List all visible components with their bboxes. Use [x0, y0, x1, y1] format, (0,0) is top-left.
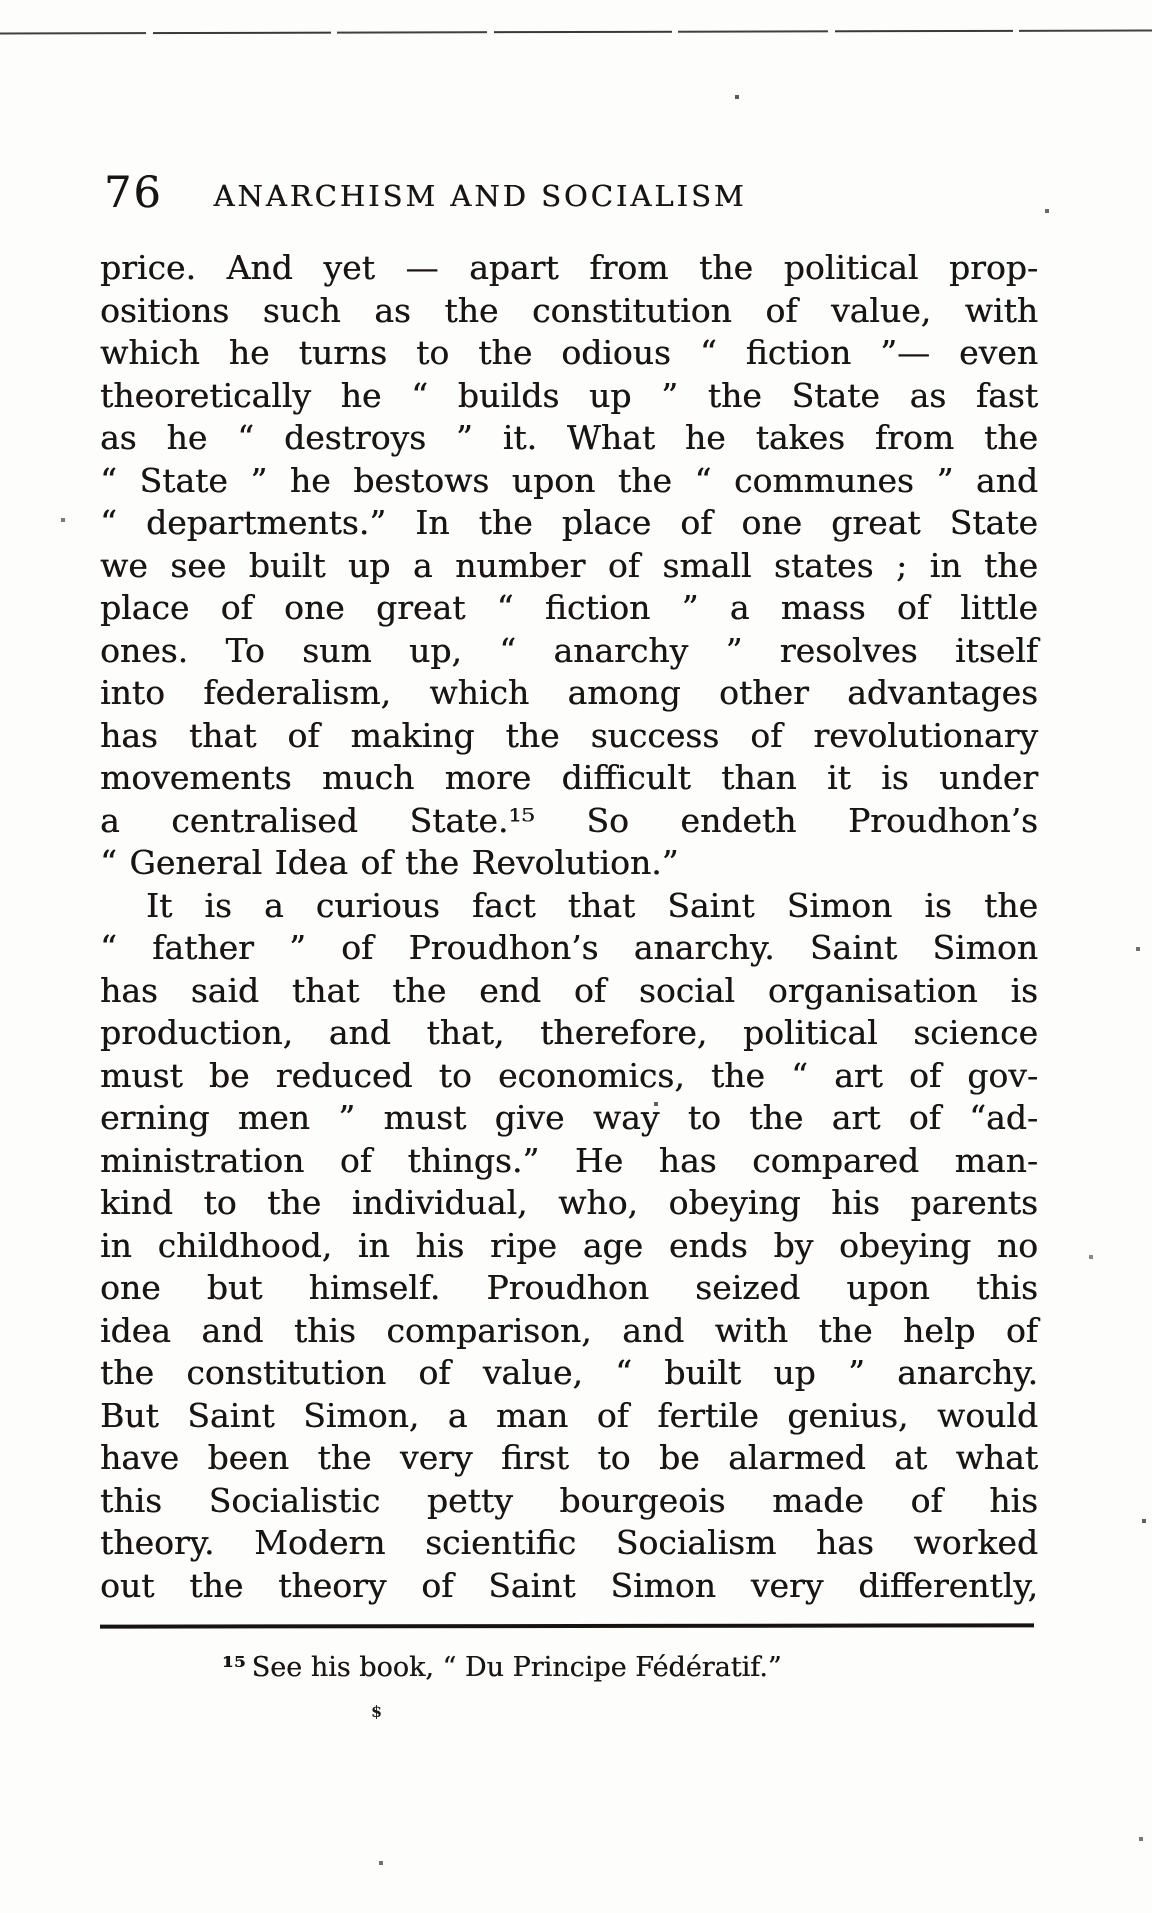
text-line: out the theory of Saint Simon very differently, [100, 1565, 1038, 1605]
text-line: must be reduced to economics, the “ art of gov- [100, 1055, 1038, 1095]
text-line: ministration of things.” He has compared man- [100, 1140, 1038, 1180]
text-line: erning men ” must give way to the art of “ad- [100, 1098, 1038, 1137]
scan-speckles [0, 0, 2, 2]
text-line: have been the very first to be alarmed at what [100, 1438, 1038, 1477]
text-line: idea and this comparison, and with the help of [100, 1310, 1038, 1350]
text-line: has said that the end of social organisation is [100, 970, 1038, 1010]
text-line: ones. To sum up, “ anarchy ” resolves itself [100, 630, 1038, 670]
printers-mark: $ [371, 1702, 383, 1721]
text-line: one but himself. Proudhon seized upon this [100, 1268, 1038, 1307]
page-header [100, 170, 1040, 222]
text-line: It is a curious fact that Saint Simon is the [146, 885, 1038, 925]
text-line: place of one great “ fiction ” a mass of little [100, 588, 1038, 627]
text-line: the constitution of value, “ built up ” anarchy. [100, 1353, 1038, 1392]
text-line: price. And yet — apart from the political prop- [100, 248, 1038, 287]
text-line: has that of making the success of revolutionary [100, 715, 1038, 755]
text-line: kind to the individual, who, obeying his parents [100, 1183, 1038, 1222]
scan-edge-line [0, 29, 1152, 34]
text-line: into federalism, which among other advantages [100, 673, 1038, 712]
footnote-divider [100, 1623, 1034, 1628]
footnote-text: See his book, “ Du Principe Fédératif.” [251, 1652, 782, 1683]
text-line: production, and that, therefore, political science [100, 1013, 1038, 1052]
text-line: movements much more difficult than it is under [100, 758, 1038, 797]
footnote [222, 1650, 782, 1686]
text-line: which he turns to the odious “ fiction ”— even [100, 333, 1038, 372]
text-line: “ State ” he bestows upon the “ communes ” and [100, 460, 1038, 500]
footnote-marker: ¹⁵ [222, 1652, 246, 1683]
text-line: ositions such as the constitution of value, with [100, 290, 1038, 330]
text-line: “ father ” of Proudhon’s anarchy. Saint Simon [100, 928, 1038, 967]
text-line: as he “ destroys ” it. What he takes from the [100, 418, 1038, 457]
running-title: ANARCHISM AND SOCIALISM [213, 179, 747, 213]
text-line: in childhood, in his ripe age ends by obeying no [100, 1225, 1038, 1265]
text-line: we see built up a number of small states ; in the [100, 545, 1038, 585]
page-number: 76 [104, 168, 163, 218]
page-text [100, 247, 1038, 1607]
text-line: theory. Modern scientific Socialism has worked [100, 1523, 1038, 1562]
text-line: this Socialistic petty bourgeois made of his [100, 1480, 1038, 1520]
text-line: theoretically he “ builds up ” the State as fast [100, 375, 1038, 415]
text-line: a centralised State.¹⁵ So endeth Proudhon’s [100, 800, 1038, 840]
text-line: “ General Idea of the Revolution.” [100, 843, 679, 882]
text-line: But Saint Simon, a man of fertile genius, would [100, 1395, 1038, 1435]
text-line: “ departments.” In the place of one great State [100, 503, 1038, 542]
